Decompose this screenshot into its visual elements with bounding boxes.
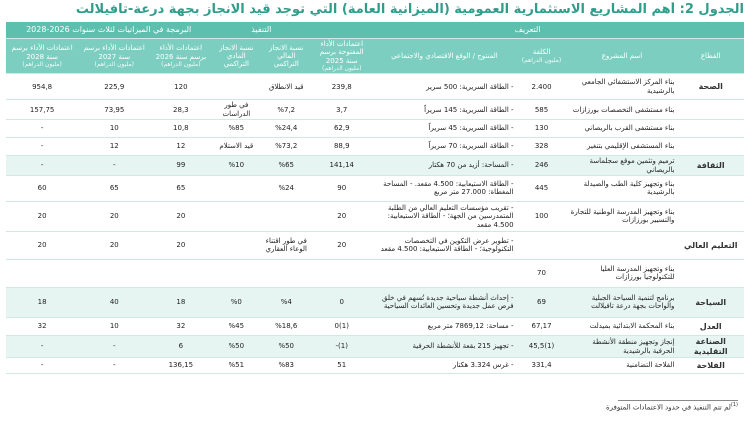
cell-cost: 331,4: [517, 358, 567, 374]
cell-c2025: 90: [311, 175, 372, 201]
col-credits2028: اعتمادات الأداء برسم سنة 2028 (مليون الدراهم): [6, 39, 78, 74]
cell-c2025: 3,7: [311, 100, 372, 120]
cell-c2027: 225,9: [78, 74, 150, 100]
cell-output: - مساحة: 7869,12 متر مربع: [372, 317, 516, 335]
cell-sector: العدل: [677, 317, 744, 335]
cell-output: - الطاقة السريرية: 500 سرير: [372, 74, 516, 100]
cell-c2027: 12: [78, 138, 150, 156]
table-row: [6, 138, 744, 156]
col-credits2026: اعتمادات الأداء برسم سنة 2026 (مليون الدراهم): [150, 39, 211, 74]
cell-output: - تقريب مؤسسات التعليم العالي من الطلبة المتمدرسين من الجهة؛ - الطاقة الاستيعابية: 4.500 مقعد: [372, 201, 516, 231]
cell-c2026: 18: [150, 287, 211, 317]
cell-c2028: 954,8: [6, 74, 78, 100]
cell-project: بناء وتجهيز المدرسة العليا للتكنولوجيا بورزازات: [566, 259, 677, 287]
cell-cost: (1)45,5: [517, 335, 567, 357]
cell-c2025: (1)0: [311, 317, 372, 335]
footnote: $^{(1)}$لم تتم التنفيذ في حدود الاعتمادات المتوفرة: [605, 402, 738, 412]
cell-fin: %4: [261, 287, 311, 317]
table-row: [6, 358, 744, 374]
cell-output: - المساحة: أزيد من 70 هكتار: [372, 156, 516, 176]
cell-c2026: 12: [150, 138, 211, 156]
cell-phys: [211, 231, 261, 259]
cell-cost: 328: [517, 138, 567, 156]
col-fin-rate: نسبة الانجاز المالي التراكمي: [261, 39, 311, 74]
cell-project: بناء المركز الاستشفائي الجامعي بالرشيدية: [566, 74, 677, 100]
cell-c2025: 20: [311, 201, 372, 231]
table-row: [6, 100, 744, 120]
table-row: [6, 231, 744, 259]
cell-fin: %73,2: [261, 138, 311, 156]
cell-phys: %51: [211, 358, 261, 374]
cell-c2026: 28,3: [150, 100, 211, 120]
cell-c2028: 60: [6, 175, 78, 201]
cell-cost: [517, 231, 567, 259]
table-row: [6, 175, 744, 201]
cell-c2027: 65: [78, 175, 150, 201]
cell-project: بناء وتجهيز المدرسة الوطنية للتجارة والتسيير بورزازات: [566, 201, 677, 231]
cell-project: برنامج لتنمية السياحة الجبلية والواحات بجهة درعة تافيلالت: [566, 287, 677, 317]
header-definition: التعريف: [311, 22, 744, 39]
cell-output: - الطاقة السريرية: 45 سريراً: [372, 120, 516, 138]
cell-output: - إحداث أنشطة سياحية جديدة تُسهم في خلق فرص عمل جديدة وتحسين العائدات السياحية: [372, 287, 516, 317]
cell-fin: %7,2: [261, 100, 311, 120]
cell-project: بناء المحكمة الابتدائية بميدلت: [566, 317, 677, 335]
table-row: [6, 335, 744, 357]
cell-c2027: -: [78, 335, 150, 357]
cell-output: - الطاقة السريرية: 70 سريراً: [372, 138, 516, 156]
cell-c2025: 20: [311, 231, 372, 259]
cell-fin: قيد الانطلاق: [261, 74, 311, 100]
cell-phys: %85: [211, 120, 261, 138]
col-phys-rate: نسبة الانجاز المادي التراكمي: [211, 39, 261, 74]
cell-c2026: 32: [150, 317, 211, 335]
cell-output: [372, 259, 516, 287]
cell-phys: %10: [211, 156, 261, 176]
col-credits2025: اعتمادات الأداء المفتوحة برسم سنة 2025 (مليون الدراهم): [311, 39, 372, 74]
cell-project: بناء مستشفى التخصصات بورزازات: [566, 100, 677, 120]
cell-fin: %18,6: [261, 317, 311, 335]
projects-table: [6, 22, 744, 374]
cell-sector: [677, 201, 744, 231]
cell-output: - غرس 3.324 هكتار: [372, 358, 516, 374]
cell-c2026: 65: [150, 175, 211, 201]
cell-c2025: 239,8: [311, 74, 372, 100]
cell-c2028: 18: [6, 287, 78, 317]
cell-c2028: 157,75: [6, 100, 78, 120]
cell-c2028: -: [6, 335, 78, 357]
cell-c2027: 10: [78, 120, 150, 138]
cell-sector: الفلاحة: [677, 358, 744, 374]
col-cost: الكلفة (مليون الدراهم): [517, 39, 567, 74]
cell-c2028: -: [6, 156, 78, 176]
cell-c2027: -: [78, 358, 150, 374]
header-programming: البرمجة في الميزانيات لثلاث سنوات 2026-2028: [6, 22, 211, 39]
cell-phys: في طور الدراسات: [211, 100, 261, 120]
cell-sector: [677, 120, 744, 138]
col-credits2027: اعتمادات الأداء برسم سنة 2027 (مليون الدراهم): [78, 39, 150, 74]
cell-sector: السياحة: [677, 287, 744, 317]
cell-project: بناء وتجهيز كلية الطب والصيدلة بالرشيدية: [566, 175, 677, 201]
cell-cost: 130: [517, 120, 567, 138]
table-row: [6, 287, 744, 317]
col-project: اسم المشروع: [566, 39, 677, 74]
cell-project: إنجاز وتجهيز منطقة الأنشطة الحرفية بالرشيدية: [566, 335, 677, 357]
cell-c2027: 73,95: [78, 100, 150, 120]
cell-c2026: 120: [150, 74, 211, 100]
cell-c2025: [311, 259, 372, 287]
cell-c2026: 6: [150, 335, 211, 357]
table-title: الجدول 2: أهم المشاريع الاستثمارية العمومية (الميزانية العامة) التي توجد قيد الانجاز بجهة درعة-تافيلالت: [75, 2, 744, 17]
cell-c2027: 20: [78, 201, 150, 231]
cell-fin: %50: [261, 335, 311, 357]
cell-sector: الصحة: [677, 74, 744, 100]
cell-c2028: -: [6, 138, 78, 156]
cell-c2026: 99: [150, 156, 211, 176]
cell-cost: 445: [517, 175, 567, 201]
cell-c2027: -: [78, 156, 150, 176]
cell-project: ترميم وتثمين موقع سجلماسة بالريصاني: [566, 156, 677, 176]
cell-sector: الصناعة التقليدية: [677, 335, 744, 357]
cell-c2028: 20: [6, 231, 78, 259]
cell-phys: [211, 175, 261, 201]
cell-c2025: 62,9: [311, 120, 372, 138]
cell-c2027: [78, 259, 150, 287]
cell-c2025: 0: [311, 287, 372, 317]
cell-phys: %0: [211, 287, 261, 317]
cell-c2025: 141,14: [311, 156, 372, 176]
cell-c2025: 88,9: [311, 138, 372, 156]
cell-c2028: [6, 259, 78, 287]
cell-cost: 585: [517, 100, 567, 120]
cell-cost: 67,17: [517, 317, 567, 335]
cell-c2026: 20: [150, 201, 211, 231]
cell-phys: قيد الاستلام: [211, 138, 261, 156]
cell-project: بناء المستشفى الإقليمي بتنغير: [566, 138, 677, 156]
cell-fin: %24,4: [261, 120, 311, 138]
cell-fin: [261, 201, 311, 231]
cell-c2027: 40: [78, 287, 150, 317]
cell-output: - تجهيز 215 بقعة للأنشطة الحرفية: [372, 335, 516, 357]
table-row: [6, 259, 744, 287]
cell-c2026: [150, 259, 211, 287]
cell-output: - الطاقة الاستيعابية: 4.500 مقعد. - المساحة المغطاة: 27.000 متر مربع: [372, 175, 516, 201]
cell-c2028: -: [6, 358, 78, 374]
cell-c2027: 20: [78, 231, 150, 259]
cell-c2026: 10,8: [150, 120, 211, 138]
cell-project: [566, 231, 677, 259]
table-row: [6, 201, 744, 231]
table-row: [6, 120, 744, 138]
cell-cost: 246: [517, 156, 567, 176]
cell-sector: [677, 100, 744, 120]
cell-fin: %83: [261, 358, 311, 374]
cell-phys: [211, 201, 261, 231]
cell-cost: 69: [517, 287, 567, 317]
cell-output: - الطاقة السريرية: 145 سريراً: [372, 100, 516, 120]
cell-c2028: 20: [6, 201, 78, 231]
cell-output: - تطوير عرض التكوين في التخصصات التكنولوجية؛ - الطاقة الاستيعابية: 4.500 مقعد: [372, 231, 516, 259]
cell-sector: [677, 138, 744, 156]
cell-cost: 2.400: [517, 74, 567, 100]
header-execution: التنفيذ: [211, 22, 311, 39]
cell-c2025: 51: [311, 358, 372, 374]
cell-fin: [261, 259, 311, 287]
cell-fin: في طور اقتناء الوعاء العقاري: [261, 231, 311, 259]
table-row: [6, 317, 744, 335]
cell-sector: [677, 259, 744, 287]
cell-cost: 100: [517, 201, 567, 231]
col-output: المنتوج / الوقع الاقتصادي والاجتماعي: [372, 39, 516, 74]
cell-phys: %45: [211, 317, 261, 335]
cell-c2026: 20: [150, 231, 211, 259]
cell-fin: %24: [261, 175, 311, 201]
cell-project: الفلاحة التضامنية: [566, 358, 677, 374]
cell-c2028: 32: [6, 317, 78, 335]
table-row: [6, 156, 744, 176]
cell-sector: [677, 175, 744, 201]
col-sector: القطاع: [677, 39, 744, 74]
cell-fin: %65: [261, 156, 311, 176]
table-row: [6, 74, 744, 100]
cell-phys: [211, 259, 261, 287]
footnote-divider: [618, 400, 738, 401]
cell-c2026: 136,15: [150, 358, 211, 374]
cell-c2027: 10: [78, 317, 150, 335]
cell-c2028: -: [6, 120, 78, 138]
cell-c2025: (1)-: [311, 335, 372, 357]
cell-sector: الثقافة: [677, 156, 744, 176]
cell-phys: %50: [211, 335, 261, 357]
cell-phys: [211, 74, 261, 100]
cell-project: بناء مستشفى القرب بالريصاني: [566, 120, 677, 138]
cell-cost: 70: [517, 259, 567, 287]
cell-sector: التعليم العالي: [677, 231, 744, 259]
